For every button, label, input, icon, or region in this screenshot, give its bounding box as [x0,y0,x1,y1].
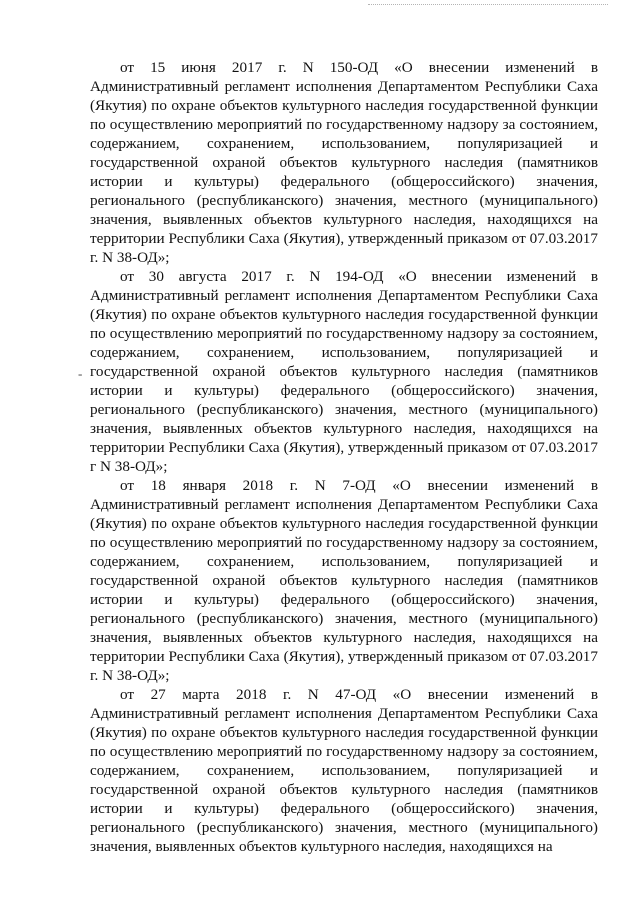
order-paragraph-47-od: от 27 марта 2018 г. N 47-ОД «О внесении изменений в Административный регламент исполнения Департаментом Республики Саха (Якутия) по охране объектов культурного наследия государственной функции по осуществлению мероприятий по государственному надзору за состоянием, содержанием, сохранением, использованием, популяризацией и государственной охраной объектов культурного наследия (памятников истории и культуры) федерального (общероссийского) значения, регионального (республиканского) значения, местного (муниципального) значения, выявленных объектов культурного наследия, находящихся на [90,686,598,855]
scan-artifact-line [368,4,608,8]
document-body [90,58,598,856]
margin-mark: - [78,366,83,381]
order-paragraph-194-od: от 30 августа 2017 г. N 194-ОД «О внесении изменений в Административный регламент исполнения Департаментом Республики Саха (Якутия) по охране объектов культурного наследия государственной функции по осуществлению мероприятий по государственному надзору за состоянием, содержанием, сохранением, использованием, популяризацией и государственной охраной объектов культурного наследия (памятников истории и культуры) федерального (общероссийского) значения, регионального (республиканского) значения, местного (муниципального) значения, выявленных объектов культурного наследия, находящихся на территории Республики Саха (Якутия), утвержденный приказом от 07.03.2017 г N 38-ОД»; [90,268,598,475]
order-paragraph-7-od: от 18 января 2018 г. N 7-ОД «О внесении изменений в Административный регламент исполнения Департаментом Республики Саха (Якутия) по охране объектов культурного наследия государственной функции по осуществлению мероприятий по государственному надзору за состоянием, содержанием, сохранением, использованием, популяризацией и государственной охраной объектов культурного наследия (памятников истории и культуры) федерального (общероссийского) значения, регионального (республиканского) значения, местного (муниципального) значения, выявленных объектов культурного наследия, находящихся на территории Республики Саха (Якутия), утвержденный приказом от 07.03.2017 г. N 38-ОД»; [90,477,598,684]
order-paragraph-150-od: от 15 июня 2017 г. N 150-ОД «О внесении изменений в Административный регламент исполнения Департаментом Республики Саха (Якутия) по охране объектов культурного наследия государственной функции по осуществлению мероприятий по государственному надзору за состоянием, содержанием, сохранением, использованием, популяризацией и государственной охраной объектов культурного наследия (памятников истории и культуры) федерального (общероссийского) значения, регионального (республиканского) значения, местного (муниципального) значения, выявленных объектов культурного наследия, находящихся на территории Республики Саха (Якутия), утвержденный приказом от 07.03.2017 г. N 38-ОД»; [90,59,598,266]
